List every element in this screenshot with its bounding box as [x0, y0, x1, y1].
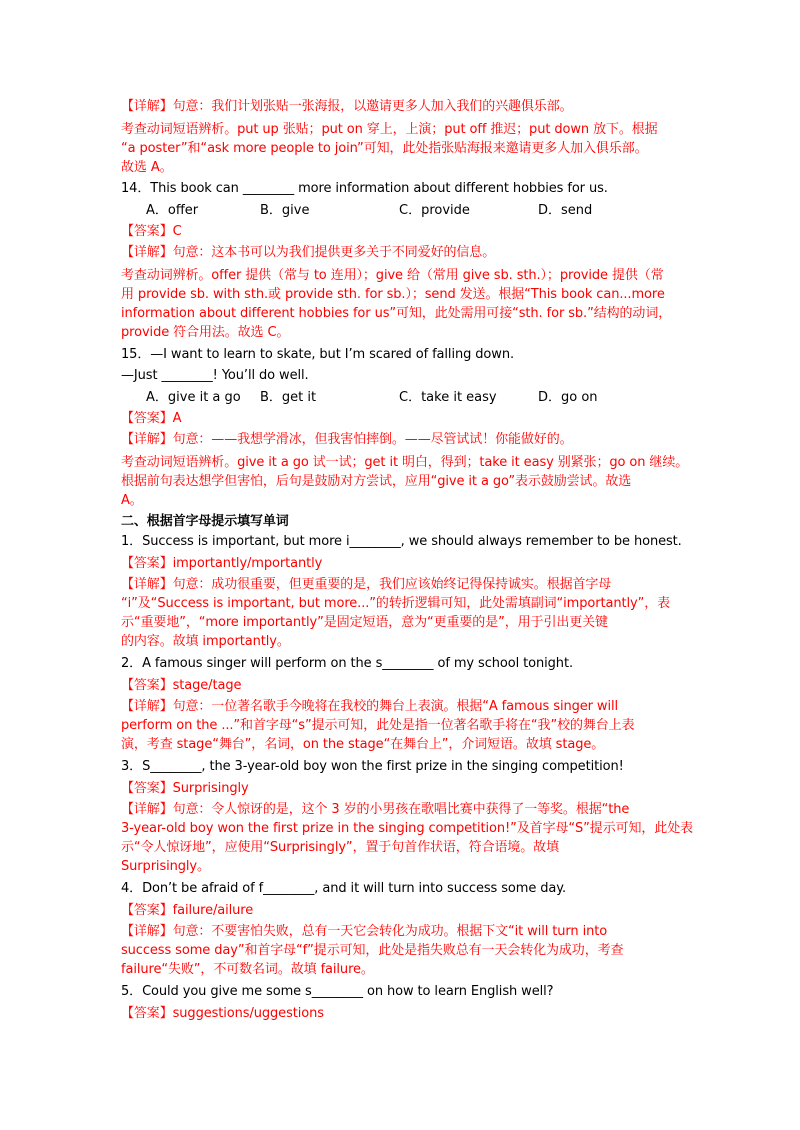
text-line: 【详解】句意：不要害怕失败，总有一天它会转化为成功。根据下文“it will turn into	[121, 924, 608, 939]
text-line: 3．S________, the 3-year-old boy won the first prize in the singing competition!	[121, 759, 624, 774]
answer-option: D．send	[538, 203, 593, 218]
text-line: perform on the ...”和首字母“s”提示可知，此处是指一位著名歌手将在“我”校的舞台上表	[121, 718, 635, 733]
text-line: information about different hobbies for us”可知，此处需用可接“sth. for sb.”结构的动词，	[121, 306, 672, 321]
text-line: 示“重要地”，“more importantly”是固定短语，意为“更重要的是”，用于引出更关键	[121, 615, 608, 630]
text-line: 故选 A。	[121, 160, 173, 175]
answer-option: B．give	[260, 203, 310, 218]
text-line: 【答案】Surprisingly	[121, 781, 249, 796]
text-line: 考查动词短语辨析。put up 张贴；put on 穿上，上演；put off 推迟；put down 放下。根据	[121, 122, 658, 137]
text-line: 【详解】句意：一位著名歌手今晚将在我校的舞台上表演。根据“A famous singer will	[121, 699, 618, 714]
text-line: failure“失败”，不可数名词。故填 failure。	[121, 962, 374, 977]
text-line: 用 provide sb. with sth.或 provide sth. for sb.）；send 发送。根据“This book can...more	[121, 287, 665, 302]
text-line: 考查动词短语辨析。give it a go 试一试；get it 明白，得到；take it easy 别紧张；go on 继续。	[121, 455, 689, 470]
answer-option: A．offer	[146, 203, 199, 218]
text-line: 【详解】句意：——我想学滑冰，但我害怕摔倒。——尽管试试！你能做好的。	[121, 432, 573, 447]
text-line: 【详解】句意：成功很重要，但更重要的是，我们应该始终记得保持诚实。根据首字母	[121, 577, 612, 592]
text-line: 5．Could you give me some s________ on how to learn English well?	[121, 984, 554, 999]
text-line: 【答案】stage/tage	[121, 678, 242, 693]
answer-option: D．go on	[538, 390, 598, 405]
text-line: “a poster”和“ask more people to join”可知，此处指张贴海报来邀请更多人加入俱乐部。	[121, 141, 648, 156]
text-line: 2．A famous singer will perform on the s________ of my school tonight.	[121, 656, 573, 671]
text-line: 【答案】failure/ailure	[121, 903, 254, 918]
answer-option: C．provide	[399, 203, 470, 218]
text-line: 1．Success is important, but more i________, we should always remember to be honest.	[121, 534, 682, 549]
text-line: 【答案】importantly/mportantly	[121, 556, 323, 571]
text-line: —Just ________! You’ll do well.	[121, 368, 309, 383]
text-line: 考查动词辨析。offer 提供（常与 to 连用）；give 给（常用 give sb. sth.）；provide 提供（常	[121, 268, 664, 283]
text-line: 15．—I want to learn to skate, but I’m scared of falling down.	[121, 347, 514, 362]
text-line: 二、根据首字母提示填写单词	[121, 514, 289, 529]
text-line: 4．Don’t be afraid of f________, and it will turn into success some day.	[121, 881, 567, 896]
text-line: 3-year-old boy won the first prize in the singing competition!”及首字母“S”提示可知，此处表	[121, 821, 693, 836]
answer-option: A．give it a go	[146, 390, 241, 405]
answer-option: C．take it easy	[399, 390, 497, 405]
text-line: 【详解】句意：这本书可以为我们提供更多关于不同爱好的信息。	[121, 245, 496, 260]
text-line: Surprisingly。	[121, 859, 210, 874]
text-line: 14．This book can ________ more information about different hobbies for us.	[121, 181, 608, 196]
text-line: success some day”和首字母“f”提示可知，此处是指失败总有一天会转化为成功，考查	[121, 943, 624, 958]
text-line: 【答案】C	[121, 224, 182, 239]
text-line: “i”及“Success is important, but more...”的转折逻辑可知，此处需填副词“importantly”，表	[121, 596, 671, 611]
text-line: 【详解】句意：令人惊讶的是，这个 3 岁的小男孩在歌唱比赛中获得了一等奖。根据“the	[121, 802, 630, 817]
text-line: 示“令人惊讶地”，应使用“Surprisingly”，置于句首作状语，符合语境。故填	[121, 840, 559, 855]
answer-option: B．get it	[260, 390, 317, 405]
text-line: 【详解】句意：我们计划张贴一张海报，以邀请更多人加入我们的兴趣俱乐部。	[121, 99, 573, 114]
text-line: A。	[121, 493, 143, 508]
text-line: provide 符合用法。故选 C。	[121, 325, 290, 340]
text-line: 的内容。故填 importantly。	[121, 634, 290, 649]
text-line: 【答案】A	[121, 411, 182, 426]
text-line: 【答案】suggestions/uggestions	[121, 1006, 324, 1021]
text-line: 根据前句表达想学但害怕，后句是鼓励对方尝试，应用“give it a go”表示鼓励尝试。故选	[121, 474, 632, 489]
text-line: 演，考查 stage“舞台”，名词，on the stage“在舞台上”，介词短语。故填 stage。	[121, 737, 605, 752]
